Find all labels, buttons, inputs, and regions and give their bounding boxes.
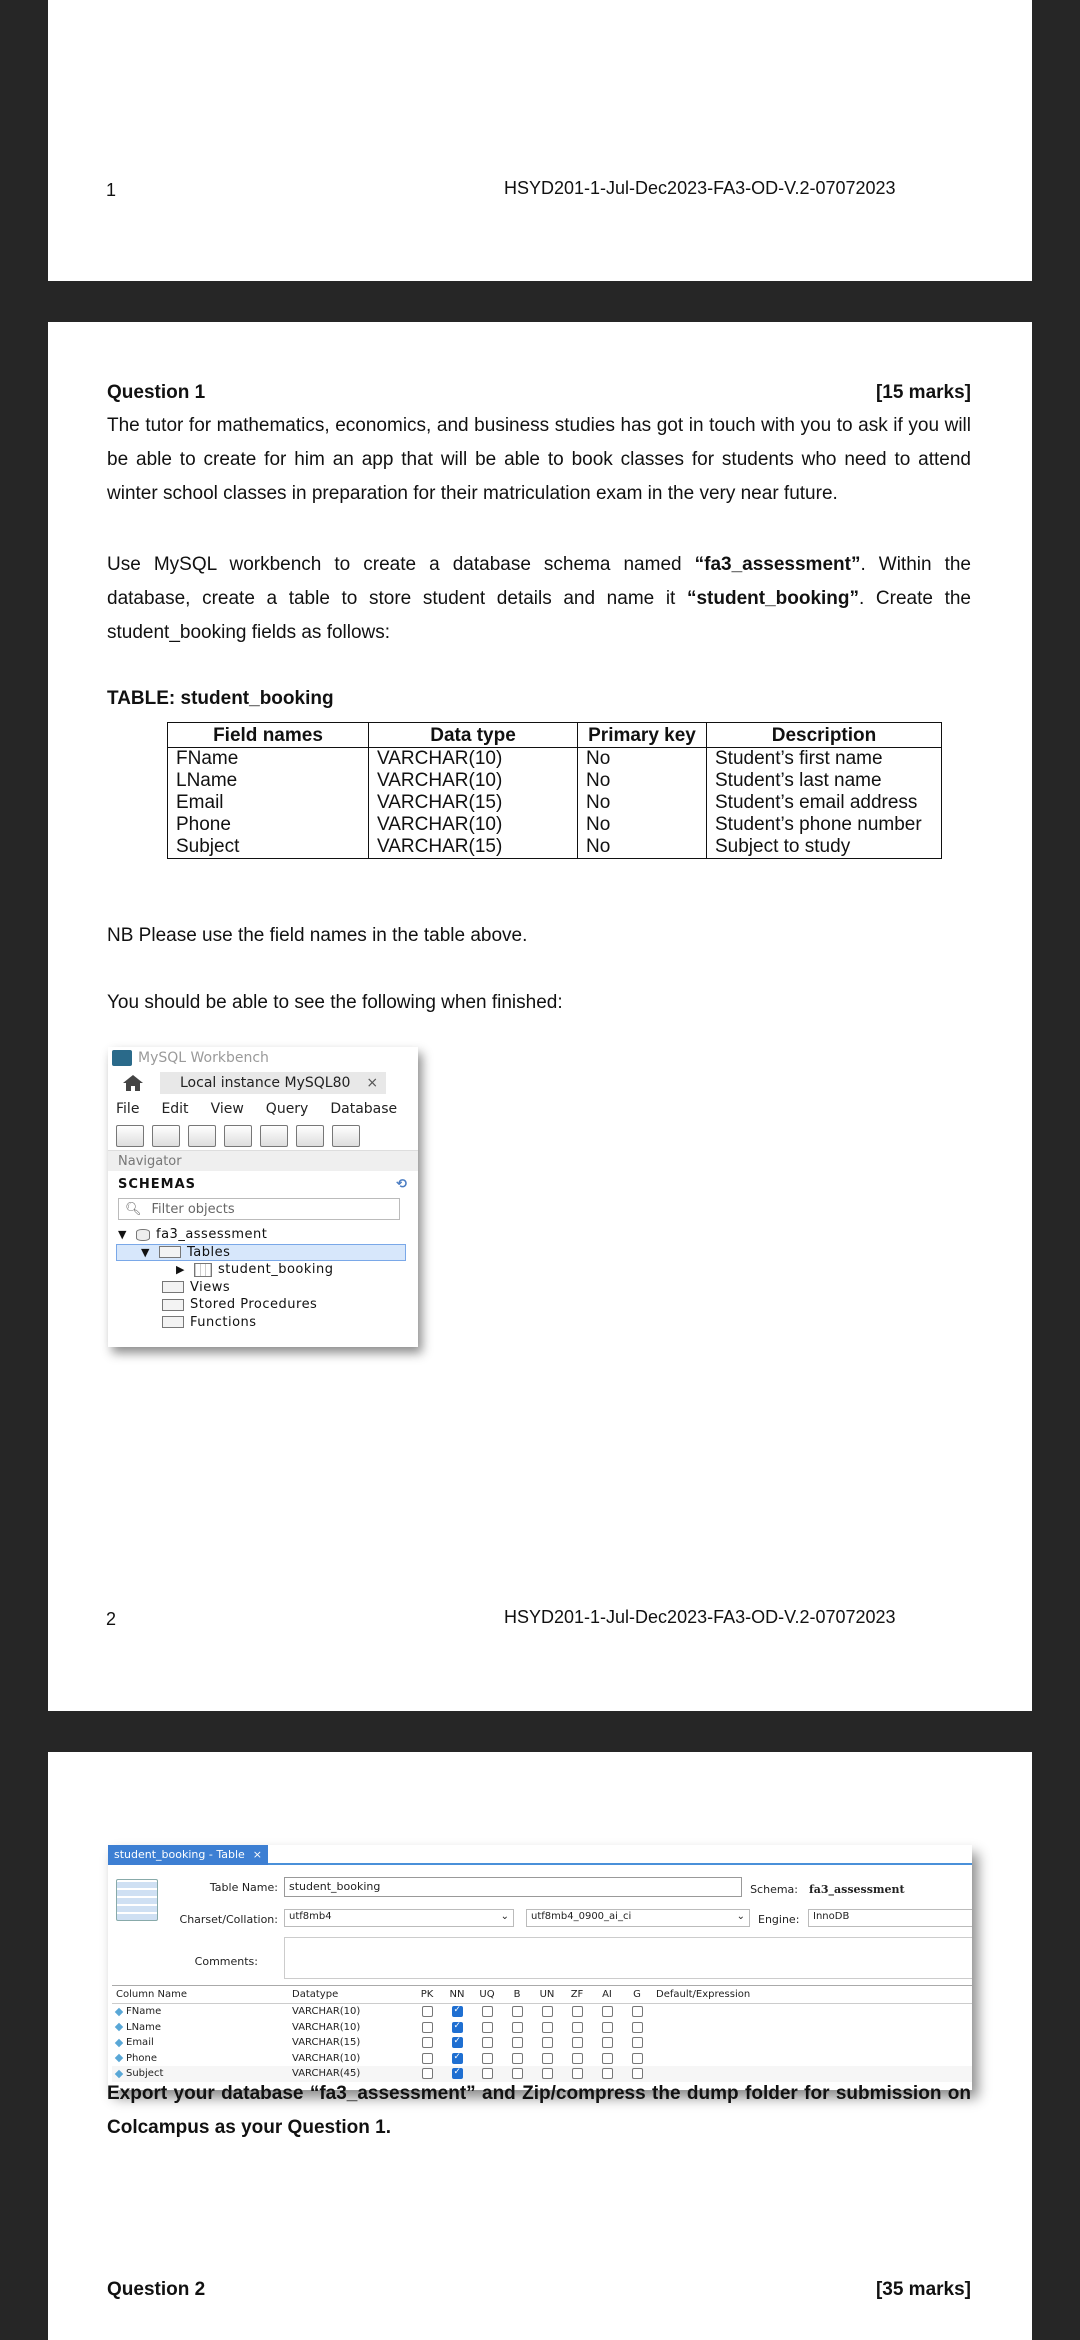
cell: VARCHAR(10) (369, 770, 578, 792)
cell: Student’s email address (707, 792, 942, 814)
schema-label: Schema: (750, 1883, 798, 1896)
question-1-heading (107, 382, 971, 404)
nn-checkbox[interactable] (452, 2053, 463, 2064)
table-row (168, 770, 942, 792)
editor-tab-bar (108, 1845, 972, 1865)
menu-file[interactable]: File (116, 1101, 140, 1117)
comments-label: Comments: (194, 1955, 258, 1968)
header-description: Description (707, 723, 942, 748)
cell: VARCHAR(10) (369, 748, 578, 771)
uq-checkbox[interactable] (482, 2053, 493, 2064)
navigator-label: Navigator (108, 1151, 418, 1171)
table-name-input[interactable]: student_booking (284, 1877, 742, 1897)
column-name: LName (126, 2021, 162, 2033)
nb-note: NB Please use the field names in the table above. (107, 925, 528, 946)
cell: No (578, 792, 707, 814)
column-datatype: VARCHAR(15) (292, 2037, 361, 2049)
un-checkbox[interactable] (542, 2053, 553, 2064)
table-icon (194, 1263, 212, 1277)
column-diamond-icon (115, 2023, 123, 2031)
table-editor-screenshot (108, 1845, 972, 2090)
header-data-type: Data type (369, 723, 578, 748)
column-row[interactable] (112, 2020, 972, 2036)
uq-checkbox[interactable] (482, 2022, 493, 2033)
menu-database[interactable]: Database (330, 1101, 398, 1117)
b-checkbox[interactable] (512, 2037, 523, 2048)
tab-local-instance[interactable]: Local instance MySQL80 × (160, 1072, 386, 1094)
cell: Subject (168, 836, 369, 859)
menu-view[interactable]: View (210, 1101, 244, 1117)
header-primary-key: Primary key (578, 723, 707, 748)
collation-select[interactable]: utf8mb4_0900_ai_ci ⌄ (526, 1909, 750, 1927)
nn-checkbox[interactable] (452, 2022, 463, 2033)
document-code: HSYD201-1-Jul-Dec2023-FA3-OD-V.2-07072023 (504, 178, 896, 198)
pk-checkbox[interactable] (422, 2053, 433, 2064)
zf-checkbox[interactable] (572, 2006, 583, 2017)
folder-icon (162, 1299, 184, 1311)
page-number: 1 (106, 180, 117, 200)
folder-icon (159, 1246, 181, 1258)
tree-item-table[interactable]: ▶ student_booking (176, 1262, 334, 1278)
table-name-label: Table Name: (209, 1881, 278, 1894)
tree-item-views[interactable]: Views (108, 1279, 418, 1297)
document-code: HSYD201-1-Jul-Dec2023-FA3-OD-V.2-07072023 (504, 1607, 896, 1627)
un-checkbox[interactable] (542, 2022, 553, 2033)
workbench-toolbar (108, 1121, 418, 1151)
column-diamond-icon (115, 2008, 123, 2016)
question-marks: [35 marks] (875, 2279, 971, 2300)
cell: Subject to study (707, 836, 942, 859)
b-checkbox[interactable] (512, 2022, 523, 2033)
see-following-text: You should be able to see the following when finished: (107, 992, 563, 1013)
column-datatype: VARCHAR(10) (292, 2021, 361, 2033)
close-icon[interactable]: × (252, 1848, 262, 1861)
expand-icon[interactable]: ▼ (141, 1245, 150, 1259)
search-icon: 🔍︎ (125, 1201, 142, 1217)
workbench-screenshot (108, 1047, 418, 1347)
question-title: Question 1 (107, 382, 206, 403)
new-sql-tab-icon[interactable] (116, 1125, 144, 1147)
schema-tree (108, 1226, 418, 1331)
nn-checkbox[interactable] (452, 2006, 463, 2017)
database-icon (136, 1229, 150, 1241)
columns-grid (112, 1985, 972, 2090)
cell: Phone (168, 814, 369, 836)
header-field-names: Field names (168, 723, 369, 748)
cell: Email (168, 792, 369, 814)
columns-header-row: Column Name Datatype PK NN UQ B UN ZF AI G Default/Expression (112, 1986, 972, 2004)
g-checkbox[interactable] (632, 2053, 643, 2064)
cell: VARCHAR(10) (369, 814, 578, 836)
comments-input[interactable] (284, 1937, 972, 1979)
column-row[interactable] (112, 2035, 972, 2051)
ai-checkbox[interactable] (602, 2037, 613, 2048)
refresh-icon[interactable]: ⟲ (396, 1177, 408, 1192)
pk-checkbox[interactable] (422, 2006, 433, 2017)
cell: Student’s first name (707, 748, 942, 771)
question-2-heading (107, 2279, 971, 2301)
create-schema-icon[interactable] (224, 1125, 252, 1147)
column-name: FName (126, 2006, 162, 2018)
table-row (168, 748, 942, 771)
column-datatype: VARCHAR(10) (292, 2006, 361, 2018)
column-diamond-icon (115, 2054, 123, 2062)
instruction-paragraph: Use MySQL workbench to create a database schema named “fa3_assessment”. Within the database, create a table to store student details and name it “student_booking”. Create the student_booking fields as follows: (107, 554, 971, 643)
cell: No (578, 770, 707, 792)
cell: LName (168, 770, 369, 792)
cell: Student’s phone number (707, 814, 942, 836)
cell: No (578, 836, 707, 859)
page-number: 2 (106, 1609, 117, 1629)
menu-query[interactable]: Query (265, 1101, 309, 1117)
uq-checkbox[interactable] (482, 2006, 493, 2017)
create-procedure-icon[interactable] (332, 1125, 360, 1147)
fields-table (167, 722, 942, 859)
ai-checkbox[interactable] (602, 2053, 613, 2064)
mysql-logo-icon (112, 1050, 132, 1066)
table-row (168, 792, 942, 814)
zf-checkbox[interactable] (572, 2053, 583, 2064)
un-checkbox[interactable] (542, 2006, 553, 2017)
menu-edit[interactable]: Edit (161, 1101, 189, 1117)
g-checkbox[interactable] (632, 2037, 643, 2048)
page-2 (48, 322, 1032, 1711)
filter-objects-input[interactable]: 🔍︎ Filter objects (118, 1198, 400, 1220)
column-row[interactable] (112, 2004, 972, 2020)
page-3 (48, 1752, 1032, 2340)
engine-select[interactable]: InnoDB (808, 1909, 972, 1927)
column-diamond-icon (115, 2039, 123, 2047)
collapse-icon[interactable]: ▶ (176, 1263, 185, 1277)
question-marks: [15 marks] (875, 382, 971, 403)
create-table-icon[interactable] (260, 1125, 288, 1147)
table-row (168, 836, 942, 859)
nn-checkbox[interactable] (452, 2037, 463, 2048)
table-row (168, 814, 942, 836)
pk-checkbox[interactable] (422, 2037, 433, 2048)
cell: No (578, 748, 707, 771)
schema-name: “fa3_assessment” (694, 554, 861, 575)
charset-select[interactable]: utf8mb4 ⌄ (284, 1909, 514, 1927)
workbench-title: MySQL Workbench (138, 1050, 269, 1066)
tree-item-tables[interactable]: ▼ Tables (116, 1244, 406, 1262)
expand-icon[interactable]: ▼ (118, 1228, 127, 1242)
column-name: Phone (126, 2052, 157, 2064)
g-checkbox[interactable] (632, 2006, 643, 2017)
close-icon[interactable]: × (366, 1075, 379, 1091)
chevron-down-icon: ⌄ (500, 1911, 509, 1922)
cell: VARCHAR(15) (369, 836, 578, 859)
cell: FName (168, 748, 369, 771)
cell: Student’s last name (707, 770, 942, 792)
column-datatype: VARCHAR(45) (292, 2068, 361, 2080)
create-view-icon[interactable] (296, 1125, 324, 1147)
schema-value: fa3_assessment (809, 1883, 905, 1896)
tab-student-booking-table[interactable]: student_booking - Table × (108, 1845, 268, 1865)
inspector-icon[interactable] (188, 1125, 216, 1147)
uq-checkbox[interactable] (482, 2037, 493, 2048)
un-checkbox[interactable] (542, 2037, 553, 2048)
page-1 (48, 0, 1032, 281)
workbench-tabs (108, 1069, 418, 1097)
ai-checkbox[interactable] (602, 2022, 613, 2033)
table-title: TABLE: student_booking (107, 688, 334, 709)
folder-icon (162, 1316, 184, 1328)
intro-paragraph: The tutor for mathematics, economics, and business studies has got in touch with you to ask if you will be able to create for him an app that will be able to book classes for students who need to attend winter school classes in preparation for their matriculation exam in the very near future. (107, 415, 971, 504)
charset-label: Charset/Collation: (179, 1913, 278, 1926)
zf-checkbox[interactable] (572, 2037, 583, 2048)
schemas-header: SCHEMAS ⟲ (118, 1177, 408, 1192)
chevron-down-icon: ⌄ (736, 1911, 745, 1922)
tree-item-procedures[interactable]: Stored Procedures (108, 1296, 418, 1314)
workbench-menu (108, 1097, 418, 1121)
table-name: “student_booking” (686, 588, 860, 609)
column-datatype: VARCHAR(10) (292, 2052, 361, 2064)
b-checkbox[interactable] (512, 2053, 523, 2064)
question-title: Question 2 (107, 2279, 206, 2300)
column-row[interactable] (112, 2051, 972, 2067)
home-icon[interactable] (122, 1074, 144, 1092)
tree-item-functions[interactable]: Functions (108, 1314, 418, 1332)
pk-checkbox[interactable] (422, 2022, 433, 2033)
cell: VARCHAR(15) (369, 792, 578, 814)
cell: No (578, 814, 707, 836)
column-name: Email (126, 2037, 154, 2049)
ai-checkbox[interactable] (602, 2006, 613, 2017)
column-name: Subject (126, 2068, 164, 2080)
b-checkbox[interactable] (512, 2006, 523, 2017)
folder-icon (162, 1281, 184, 1293)
engine-label: Engine: (758, 1913, 800, 1926)
tree-item-schema[interactable]: ▼ fa3_assessment (118, 1227, 268, 1243)
open-sql-script-icon[interactable] (152, 1125, 180, 1147)
g-checkbox[interactable] (632, 2022, 643, 2033)
zf-checkbox[interactable] (572, 2022, 583, 2033)
export-instruction: Export your database “fa3_assessment” and Zip/compress the dump folder for submission on Colcampus as your Question 1. (107, 2083, 971, 2138)
workbench-title-bar (108, 1047, 418, 1069)
